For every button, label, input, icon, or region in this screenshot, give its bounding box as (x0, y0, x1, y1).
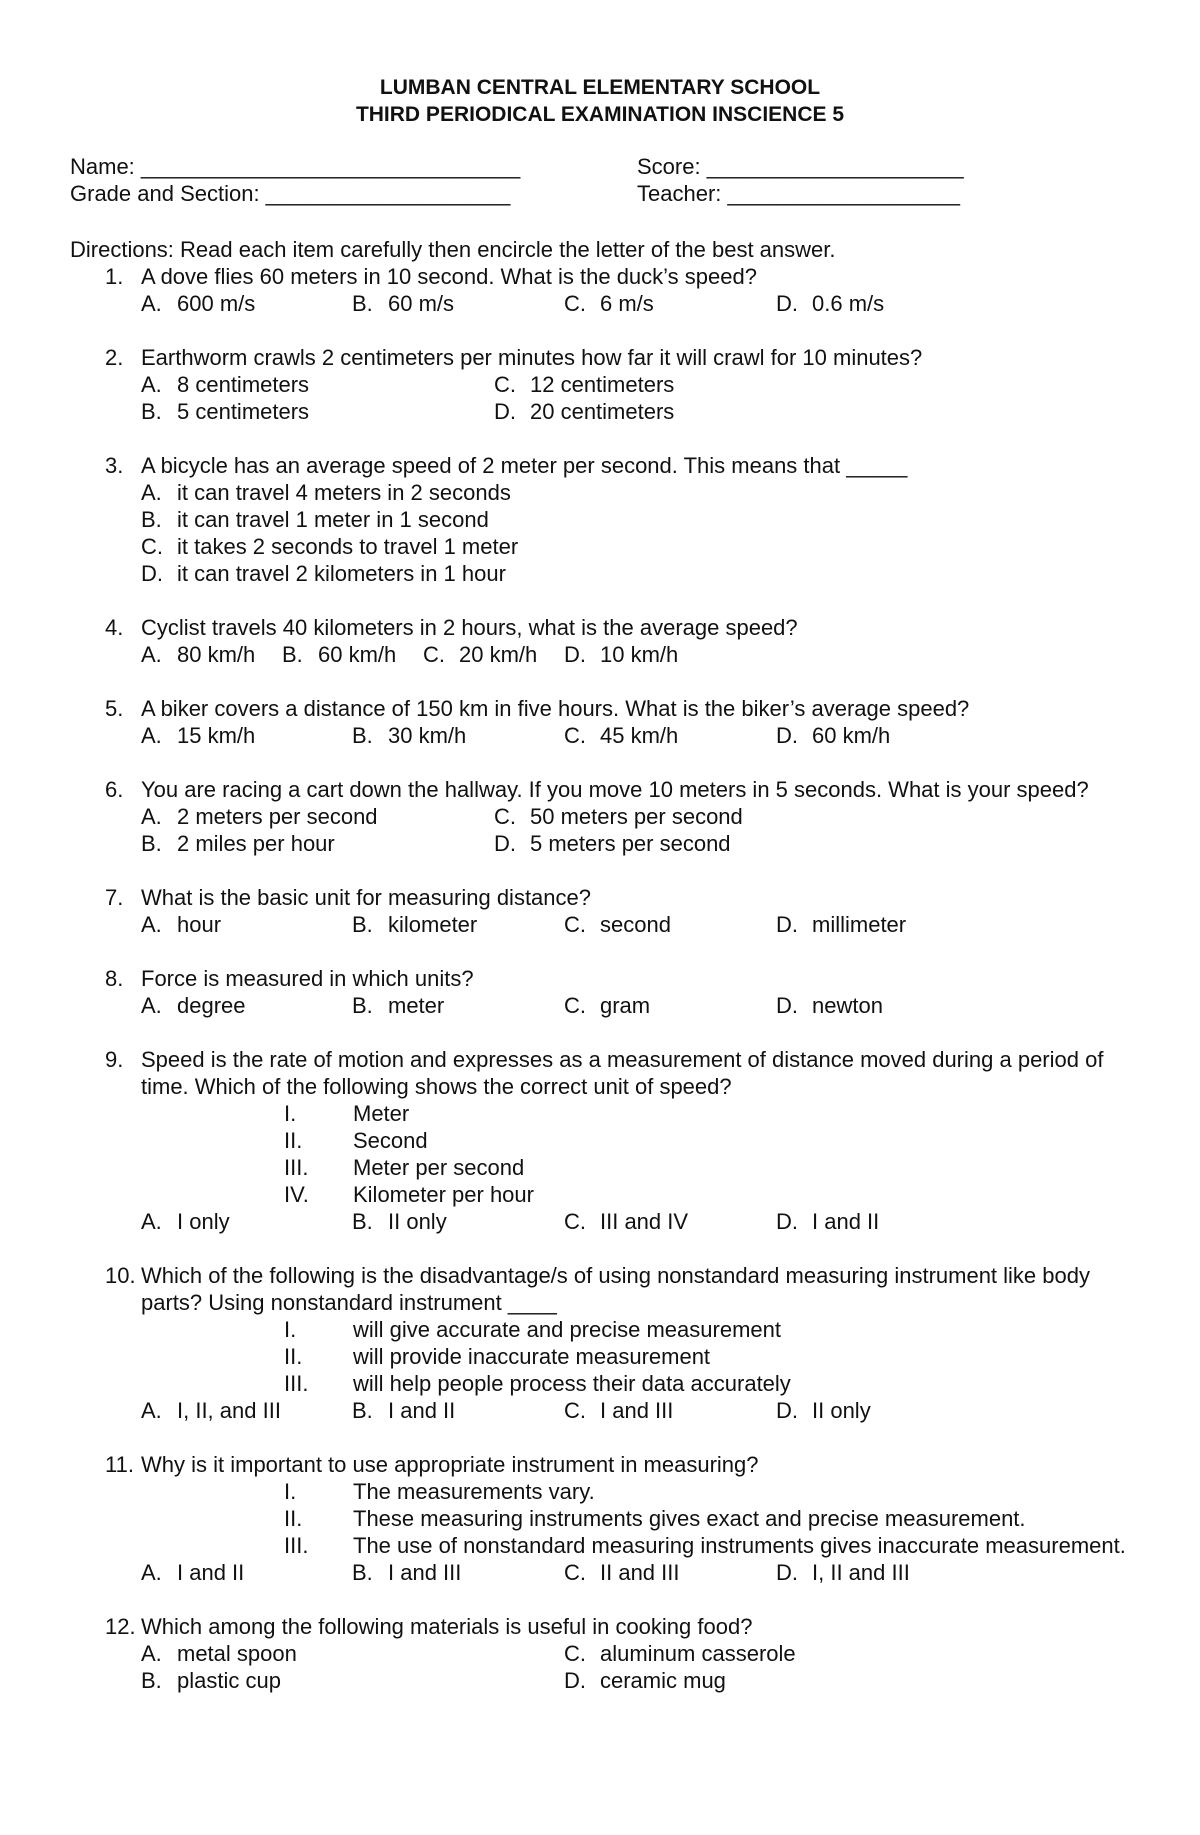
roman-statement (0, 1100, 1200, 1127)
option-letter: A. (141, 993, 162, 1018)
question-item (0, 1046, 1200, 1235)
roman-numeral: III. (284, 1371, 309, 1396)
option-letter: D. (776, 993, 798, 1018)
question-number: 10. (105, 1263, 136, 1288)
option-letter: D. (776, 1398, 798, 1423)
roman-text: The use of nonstandard measuring instruments gives inaccurate measurement. (353, 1533, 1126, 1558)
roman-statement (0, 1316, 1200, 1343)
option-letter: B. (141, 1668, 162, 1693)
option-text: I and III (600, 1398, 674, 1423)
option-letter: D. (776, 912, 798, 937)
roman-text: These measuring instruments gives exact and precise measurement. (353, 1506, 1026, 1531)
options-row (0, 290, 1200, 317)
roman-statement (0, 1532, 1200, 1559)
question-number: 3. (105, 453, 124, 478)
option-letter: C. (564, 723, 586, 748)
options-row (0, 533, 1200, 560)
question-number: 6. (105, 777, 124, 802)
answer-option[interactable] (564, 641, 678, 668)
option-letter: D. (776, 1560, 798, 1585)
question-number: 8. (105, 966, 124, 991)
option-letter: D. (494, 831, 516, 856)
answer-option[interactable] (352, 1397, 455, 1424)
option-letter: C. (564, 1641, 586, 1666)
option-letter: D. (494, 399, 516, 424)
roman-text: The measurements vary. (353, 1479, 595, 1504)
answer-option[interactable] (141, 560, 506, 587)
question-row (0, 1451, 1200, 1478)
roman-text: Meter per second (353, 1155, 525, 1180)
answer-option[interactable] (494, 803, 743, 830)
option-letter: C. (423, 642, 445, 667)
option-text: 60 m/s (388, 291, 455, 316)
question-item (0, 884, 1200, 938)
option-text: 2 meters per second (177, 804, 378, 829)
options-row (0, 1640, 1200, 1667)
option-text: aluminum casserole (600, 1641, 796, 1666)
question-text: Force is measured in which units? (141, 966, 474, 991)
option-letter: A. (141, 1398, 162, 1423)
roman-statement (0, 1343, 1200, 1370)
options-row (0, 1559, 1200, 1586)
roman-numeral: III. (284, 1155, 309, 1180)
option-text: plastic cup (177, 1668, 281, 1693)
options-row (0, 803, 1200, 830)
answer-option[interactable] (564, 1397, 673, 1424)
option-letter: A. (141, 372, 162, 397)
option-letter: C. (564, 912, 586, 937)
option-letter: B. (141, 507, 162, 532)
option-text: it takes 2 seconds to travel 1 meter (177, 534, 519, 559)
options-row (0, 830, 1200, 857)
answer-option[interactable] (776, 290, 884, 317)
option-text: meter (388, 993, 445, 1018)
option-text: 50 meters per second (530, 804, 743, 829)
option-letter: A. (141, 804, 162, 829)
name-field: Name: _______________________________ (70, 154, 521, 179)
option-text: ceramic mug (600, 1668, 726, 1693)
option-text: 60 km/h (318, 642, 397, 667)
option-text: 5 centimeters (177, 399, 310, 424)
option-text: 2 miles per hour (177, 831, 335, 856)
option-text: 8 centimeters (177, 372, 310, 397)
question-list (0, 263, 1200, 1721)
question-text: Speed is the rate of motion and expresses as a measurement of distance moved during a period of time. Which of the following shows the correct unit of speed? (141, 1047, 1104, 1099)
roman-statement (0, 1181, 1200, 1208)
option-letter: C. (564, 993, 586, 1018)
teacher-field: Teacher: ___________________ (637, 181, 960, 206)
answer-option[interactable] (776, 992, 883, 1019)
options-row (0, 911, 1200, 938)
option-text: it can travel 1 meter in 1 second (177, 507, 489, 532)
roman-statement (0, 1478, 1200, 1505)
option-letter: A. (141, 642, 162, 667)
option-letter: B. (352, 1560, 373, 1585)
question-item (0, 614, 1200, 668)
option-text: second (600, 912, 671, 937)
option-letter: B. (352, 1209, 373, 1234)
question-text: Cyclist travels 40 kilometers in 2 hours, what is the average speed? (141, 615, 798, 640)
option-text: hour (177, 912, 222, 937)
question-item (0, 344, 1200, 425)
question-number: 1. (105, 264, 124, 289)
option-text: 20 km/h (459, 642, 538, 667)
option-text: 30 km/h (388, 723, 467, 748)
answer-option[interactable] (776, 911, 906, 938)
roman-statement (0, 1127, 1200, 1154)
answer-option[interactable] (564, 1667, 726, 1694)
answer-option[interactable] (564, 1640, 796, 1667)
question-row (0, 452, 1200, 479)
answer-option[interactable] (141, 722, 255, 749)
question-item (0, 695, 1200, 749)
option-text: II only (812, 1398, 871, 1423)
directions: Directions: Read each item carefully then encircle the letter of the best answer. (70, 237, 836, 262)
question-row (0, 1613, 1200, 1640)
answer-option[interactable] (141, 1208, 230, 1235)
answer-option[interactable] (564, 911, 671, 938)
roman-text: will help people process their data accurately (353, 1371, 791, 1396)
question-row (0, 263, 1200, 290)
options-row (0, 506, 1200, 533)
option-text: I, II and III (812, 1560, 910, 1585)
question-text: Which among the following materials is useful in cooking food? (141, 1614, 753, 1639)
options-row (0, 1208, 1200, 1235)
answer-option[interactable] (352, 1559, 461, 1586)
options-row (0, 722, 1200, 749)
option-letter: D. (564, 642, 586, 667)
option-letter: B. (352, 291, 373, 316)
question-row (0, 1046, 1200, 1100)
answer-option[interactable] (564, 290, 654, 317)
question-text: A dove flies 60 meters in 10 second. What is the duck’s speed? (141, 264, 757, 289)
option-letter: C. (494, 372, 516, 397)
option-letter: B. (352, 912, 373, 937)
option-letter: A. (141, 291, 162, 316)
question-row (0, 1262, 1200, 1316)
option-text: degree (177, 993, 246, 1018)
answer-option[interactable] (282, 641, 396, 668)
answer-option[interactable] (352, 290, 454, 317)
options-row (0, 641, 1200, 668)
option-letter: C. (564, 1560, 586, 1585)
answer-option[interactable] (776, 1208, 879, 1235)
answer-option[interactable] (141, 290, 255, 317)
question-number: 7. (105, 885, 124, 910)
answer-option[interactable] (564, 992, 650, 1019)
question-text: You are racing a cart down the hallway. If you move 10 meters in 5 seconds. What is your speed? (141, 777, 1089, 802)
option-text: I and II (177, 1560, 245, 1585)
option-text: 5 meters per second (530, 831, 731, 856)
option-letter: A. (141, 1641, 162, 1666)
option-letter: D. (776, 723, 798, 748)
answer-option[interactable] (141, 506, 489, 533)
option-letter: A. (141, 1560, 162, 1585)
question-number: 9. (105, 1047, 124, 1072)
answer-option[interactable] (141, 1640, 297, 1667)
question-item (0, 1451, 1200, 1586)
answer-option[interactable] (564, 1208, 688, 1235)
options-row (0, 992, 1200, 1019)
option-letter: C. (564, 291, 586, 316)
answer-option[interactable] (494, 371, 674, 398)
question-item (0, 263, 1200, 317)
options-row (0, 560, 1200, 587)
options-row (0, 398, 1200, 425)
roman-text: Second (353, 1128, 428, 1153)
answer-option[interactable] (141, 641, 255, 668)
option-letter: C. (494, 804, 516, 829)
question-item (0, 776, 1200, 857)
options-row (0, 371, 1200, 398)
school-name: LUMBAN CENTRAL ELEMENTARY SCHOOL (379, 76, 821, 99)
option-text: III and IV (600, 1209, 689, 1234)
roman-numeral: III. (284, 1533, 309, 1558)
option-text: 60 km/h (812, 723, 891, 748)
option-text: I and II (812, 1209, 880, 1234)
question-number: 2. (105, 345, 124, 370)
option-text: 600 m/s (177, 291, 256, 316)
roman-numeral: I. (284, 1317, 297, 1342)
roman-numeral: II. (284, 1506, 303, 1531)
roman-numeral: I. (284, 1101, 297, 1126)
option-text: millimeter (812, 912, 907, 937)
answer-option[interactable] (564, 1559, 680, 1586)
option-letter: D. (776, 1209, 798, 1234)
question-item (0, 965, 1200, 1019)
option-text: metal spoon (177, 1641, 297, 1666)
option-text: 80 km/h (177, 642, 256, 667)
answer-option[interactable] (141, 803, 378, 830)
option-text: 20 centimeters (530, 399, 675, 424)
answer-option[interactable] (141, 398, 309, 425)
question-item (0, 1262, 1200, 1424)
roman-text: Meter (353, 1101, 410, 1126)
question-text: Which of the following is the disadvantage/s of using nonstandard measuring instrument like body parts? Using nonstandard instrument ____ (141, 1263, 1090, 1315)
roman-numeral: II. (284, 1344, 303, 1369)
answer-option[interactable] (776, 1397, 871, 1424)
answer-option[interactable] (564, 722, 678, 749)
answer-option[interactable] (494, 398, 674, 425)
option-text: newton (812, 993, 883, 1018)
option-letter: C. (564, 1398, 586, 1423)
answer-option[interactable] (352, 911, 477, 938)
option-letter: D. (141, 561, 163, 586)
answer-option[interactable] (141, 1559, 244, 1586)
grade-section-field: Grade and Section: ____________________ (70, 181, 511, 206)
question-text: Earthworm crawls 2 centimeters per minutes how far it will crawl for 10 minutes? (141, 345, 923, 370)
option-text: II only (388, 1209, 447, 1234)
option-letter: C. (141, 534, 163, 559)
option-letter: B. (352, 1398, 373, 1423)
answer-option[interactable] (141, 992, 246, 1019)
option-letter: D. (776, 291, 798, 316)
option-text: it can travel 2 kilometers in 1 hour (177, 561, 506, 586)
question-row (0, 695, 1200, 722)
option-text: I, II, and III (177, 1398, 281, 1423)
question-number: 11. (105, 1452, 134, 1477)
option-text: I only (177, 1209, 230, 1234)
option-letter: B. (282, 642, 303, 667)
option-text: II and III (600, 1560, 680, 1585)
option-letter: A. (141, 723, 162, 748)
question-text: A biker covers a distance of 150 km in five hours. What is the biker’s average speed? (141, 696, 970, 721)
option-letter: A. (141, 1209, 162, 1234)
answer-option[interactable] (776, 1559, 910, 1586)
roman-numeral: IV. (284, 1182, 309, 1207)
answer-option[interactable] (423, 641, 537, 668)
option-text: 15 km/h (177, 723, 256, 748)
answer-option[interactable] (141, 911, 221, 938)
question-row (0, 344, 1200, 371)
option-text: kilometer (388, 912, 478, 937)
roman-statement (0, 1505, 1200, 1532)
question-item (0, 452, 1200, 587)
roman-text: will provide inaccurate measurement (353, 1344, 711, 1369)
answer-option[interactable] (141, 371, 309, 398)
answer-option[interactable] (141, 1397, 281, 1424)
option-letter: A. (141, 480, 162, 505)
options-row (0, 479, 1200, 506)
question-number: 5. (105, 696, 124, 721)
question-item (0, 1613, 1200, 1694)
roman-statement (0, 1154, 1200, 1181)
question-number: 12. (105, 1614, 136, 1639)
options-row (0, 1667, 1200, 1694)
score-field: Score: _____________________ (637, 154, 964, 179)
question-row (0, 776, 1200, 803)
question-text: Why is it important to use appropriate instrument in measuring? (141, 1452, 759, 1477)
answer-option[interactable] (352, 722, 466, 749)
option-letter: D. (564, 1668, 586, 1693)
roman-text: Kilometer per hour (353, 1182, 534, 1207)
roman-numeral: I. (284, 1479, 297, 1504)
option-letter: B. (141, 399, 162, 424)
answer-option[interactable] (141, 830, 335, 857)
question-text: A bicycle has an average speed of 2 meter per second. This means that _____ (141, 453, 908, 478)
option-text: 12 centimeters (530, 372, 675, 397)
answer-option[interactable] (141, 533, 518, 560)
option-letter: B. (352, 723, 373, 748)
option-text: gram (600, 993, 651, 1018)
options-row (0, 1397, 1200, 1424)
roman-text: will give accurate and precise measurement (353, 1317, 781, 1342)
option-letter: C. (564, 1209, 586, 1234)
question-row (0, 884, 1200, 911)
option-text: 45 km/h (600, 723, 679, 748)
question-row (0, 614, 1200, 641)
option-text: I and III (388, 1560, 462, 1585)
answer-option[interactable] (141, 479, 511, 506)
option-text: 0.6 m/s (812, 291, 885, 316)
answer-option[interactable] (494, 830, 731, 857)
option-text: I and II (388, 1398, 456, 1423)
option-text: it can travel 4 meters in 2 seconds (177, 480, 511, 505)
roman-statement (0, 1370, 1200, 1397)
answer-option[interactable] (141, 1667, 281, 1694)
answer-option[interactable] (352, 1208, 447, 1235)
option-text: 6 m/s (600, 291, 654, 316)
roman-numeral: II. (284, 1128, 303, 1153)
option-text: 10 km/h (600, 642, 679, 667)
option-letter: B. (352, 993, 373, 1018)
exam-title: THIRD PERIODICAL EXAMINATION INSCIENCE 5 (355, 103, 845, 126)
answer-option[interactable] (352, 992, 444, 1019)
question-row (0, 965, 1200, 992)
question-number: 4. (105, 615, 124, 640)
question-text: What is the basic unit for measuring distance? (141, 885, 592, 910)
answer-option[interactable] (776, 722, 890, 749)
option-letter: B. (141, 831, 162, 856)
option-letter: A. (141, 912, 162, 937)
